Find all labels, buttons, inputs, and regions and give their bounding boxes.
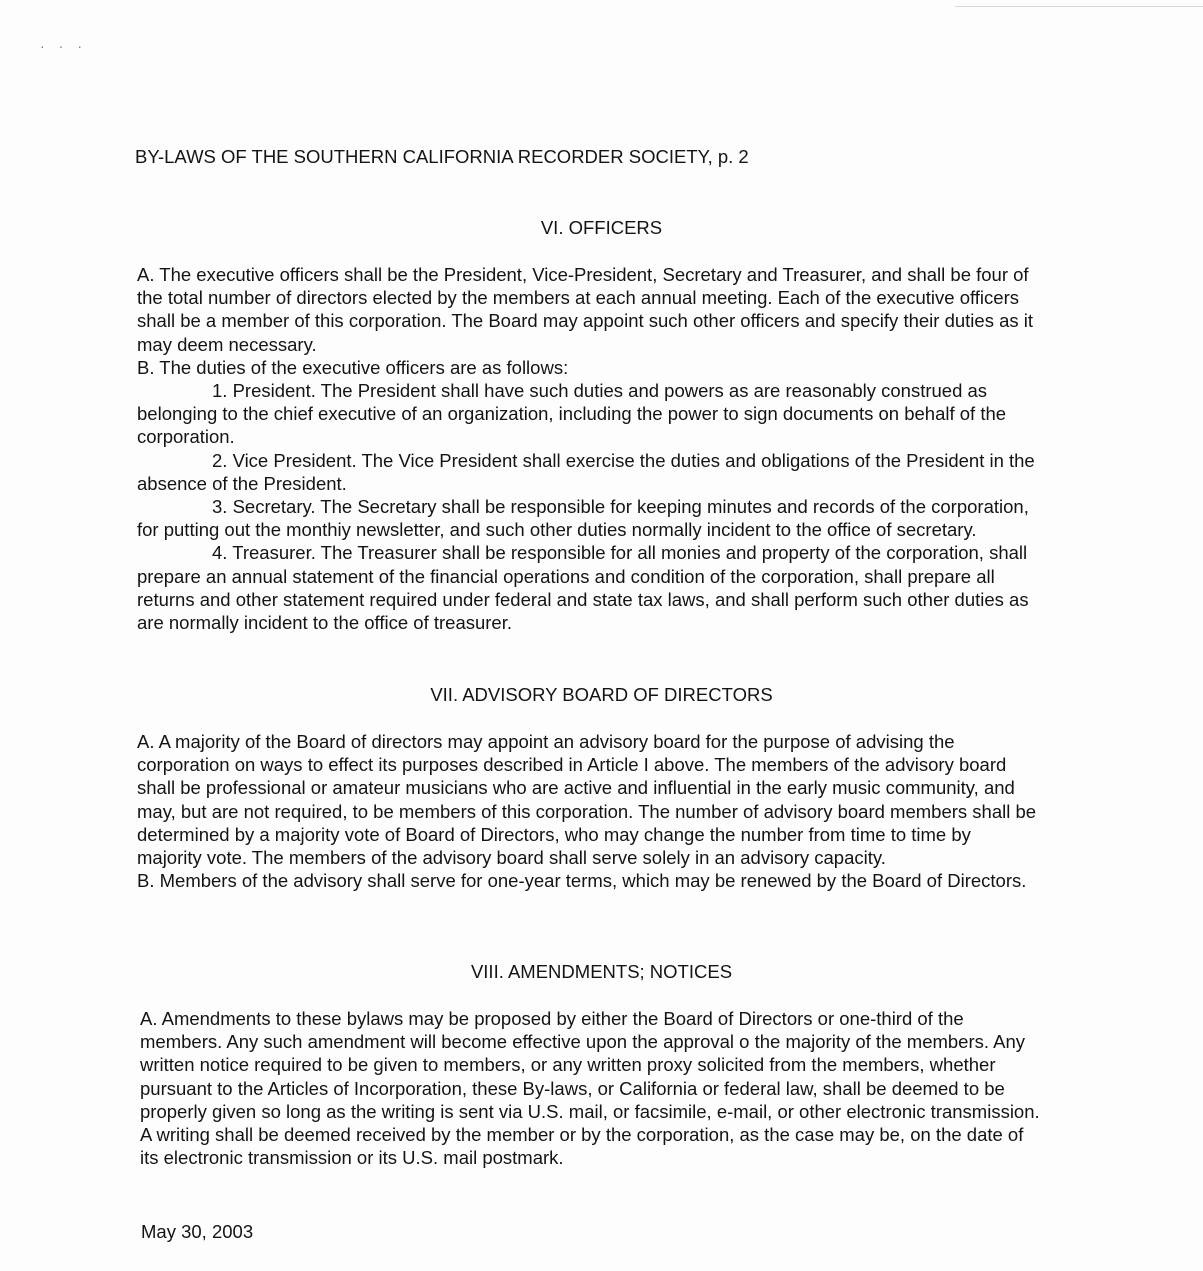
- scan-edge-line: [955, 6, 1203, 7]
- officers-item-vice-president: 2. Vice President. The Vice President shall exercise the duties and obligations of the President in the absence of the President.: [137, 449, 1035, 494]
- section-heading-amendments: VIII. AMENDMENTS; NOTICES: [470, 961, 733, 982]
- section-heading-advisory-board: VII. ADVISORY BOARD OF DIRECTORS: [430, 684, 773, 705]
- officers-paragraph-b: B. The duties of the executive officers are as follows:: [137, 356, 569, 378]
- scan-specks: ···: [40, 38, 96, 54]
- advisory-paragraph-a: A. A majority of the Board of directors may appoint an advisory board for the purpose of advising the corporation on ways to effect its purposes described in Article I above. The members of the advisory board shall be professional or amateur musicians who are active and influential in the early music community, and may, but are not required, to be members of this corporation. The number of advisory board members shall be determined by a majority vote of Board of Directors, who may change the number from time to time by majority vote. The members of the advisory board shall serve solely in an advisory capacity.: [137, 731, 1037, 869]
- section-body-advisory-board: [137, 730, 1037, 892]
- amendments-paragraph-a: A. Amendments to these bylaws may be proposed by either the Board of Directors or one-third of the members. Any such amendment will become effective upon the approval o the majority of the members. Any written notice required to be given to members, or any written proxy solicited from the members, whether pursuant to the Articles of Incorporation, these By-laws, or California or federal law, shall be deemed to be properly given so long as the writing is sent via U.S. mail, or facsimile, e-mail, or other electronic transmission. A writing shall be deemed received by the member or by the corporation, as the case may be, on the date of its electronic transmission or its U.S. mail postmark.: [140, 1008, 1040, 1169]
- section-body-officers: [137, 263, 1037, 634]
- officers-item-secretary: 3. Secretary. The Secretary shall be responsible for keeping minutes and records of the corporation, for putting out the monthiy newsletter, and such other duties normally incident to the office of secretary.: [137, 496, 1029, 541]
- document-date: May 30, 2003: [141, 1221, 254, 1242]
- section-body-amendments: [140, 1007, 1040, 1169]
- section-heading-officers: VI. OFFICERS: [540, 217, 663, 238]
- officers-item-treasurer: 4. Treasurer. The Treasurer shall be responsible for all monies and property of the corporation, shall prepare an annual statement of the financial operations and condition of the corporation, shall prepare all returns and other statement required under federal and state tax laws, and shall perform such other duties as are normally incident to the office of treasurer.: [137, 542, 1029, 634]
- officers-paragraph-a: A. The executive officers shall be the President, Vice-President, Secretary and Treasurer, and shall be four of the total number of directors elected by the members at each annual meeting. Each of the executive officers shall be a member of this corporation. The Board may appoint such other officers and specify their duties as it may deem necessary.: [137, 264, 1034, 355]
- advisory-paragraph-b: B. Members of the advisory shall serve for one-year terms, which may be renewed by the Board of Directors.: [137, 870, 1027, 892]
- officers-item-president: 1. President. The President shall have such duties and powers as are reasonably construed as belonging to the chief executive of an organization, including the power to sign documents on behalf of the corporation.: [137, 380, 1007, 448]
- document-header: BY-LAWS OF THE SOUTHERN CALIFORNIA RECORDER SOCIETY, p. 2: [135, 146, 749, 167]
